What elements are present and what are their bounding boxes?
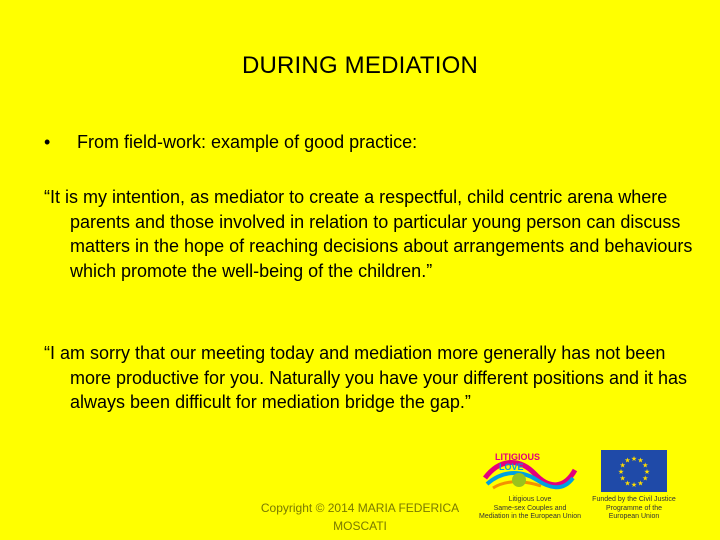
copyright-notice: Copyright © 2014 MARIA FEDERICA MOSCATI [260,501,460,533]
love-brand-bottom: LOVE [499,462,524,472]
eu-star-icon: ★ [624,480,631,488]
eu-star-icon: ★ [630,456,638,463]
eu-star-icon: ★ [642,462,649,470]
eu-star-icon: ★ [619,475,626,483]
love-logo-caption: Litigious Love Same-sex Couples and Mediation in the European Union [479,496,581,520]
quote-paragraph-2: “I am sorry that our meeting today and mediation more generally has not been more productive for you. Naturally you have your different positions and it has always been difficult for mediation bridge the gap.” [44,343,688,412]
bullet-text: From field-work: example of good practice: [77,132,418,152]
eu-star-icon: ★ [619,462,626,470]
litigious-love-emblem [475,448,585,496]
slide-title: DURING MEDIATION [241,52,479,79]
eu-star-icon: ★ [624,457,631,465]
eu-star-icon: ★ [617,469,625,476]
quote-paragraph-1: “It is my intention, as mediator to create a respectful, child centric arena where parents and those involved in relation to particular young person can discuss matters in the hope of reaching decisions about arrangements and behaviours which promote the well-being of the children.” [44,187,693,281]
eu-star-icon: ★ [637,457,644,465]
eu-flag-icon [589,448,679,494]
eu-star-icon: ★ [630,482,638,489]
bullet-dot: • [44,132,51,152]
eu-star-icon: ★ [643,469,651,476]
eu-funding-logo [589,448,679,540]
eu-star-icon: ★ [642,475,649,483]
love-brand-top: LITIGIOUS [495,452,540,462]
eu-star-icon: ★ [637,480,644,488]
litigious-love-logo [475,448,585,540]
bullet-item [44,132,417,153]
eu-logo-caption: Funded by the Civil Justice Programme of the European Union [592,496,676,520]
